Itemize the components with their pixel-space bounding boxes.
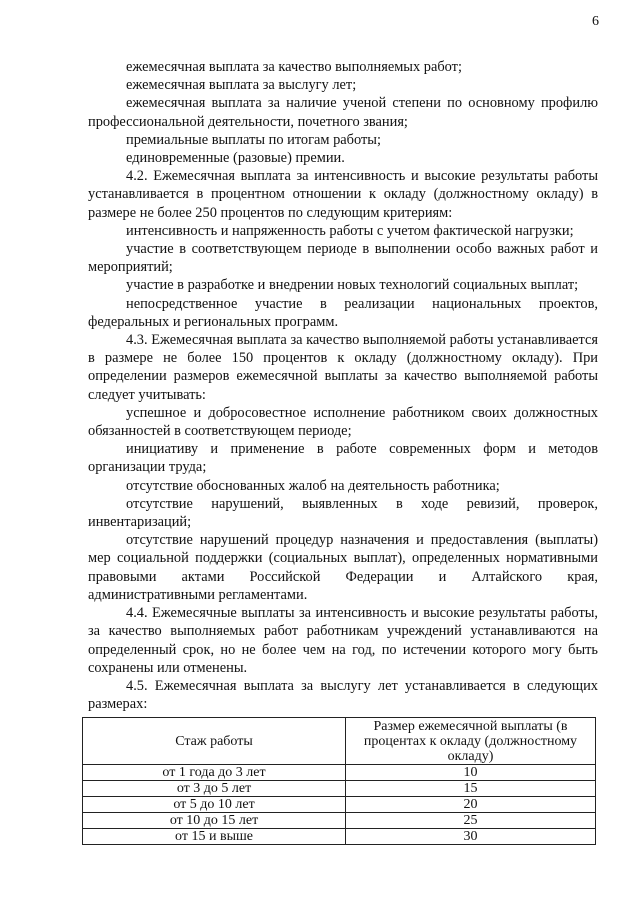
paragraph: непосредственное участие в реализации национальных проектов, федеральных и региональных программ.	[88, 295, 598, 330]
cell-percent: 30	[346, 829, 596, 845]
paragraph: премиальные выплаты по итогам работы;	[126, 131, 381, 148]
paragraph: ежемесячная выплата за наличие ученой степени по основному профилю профессиональной деятельности, почетного звания;	[88, 95, 598, 130]
paragraph: отсутствие нарушений, выявленных в ходе ревизий, проверок, инвентаризаций;	[88, 495, 598, 531]
cell-experience: от 10 до 15 лет	[83, 813, 346, 829]
paragraph: единовременные (разовые) премии.	[126, 150, 345, 167]
paragraph: инициативу и применение в работе современных форм и методов организации труда;	[88, 441, 598, 476]
cell-experience: от 5 до 10 лет	[83, 797, 346, 813]
paragraph: 4.5. Ежемесячная выплата за выслугу лет устанавливается в следующих размерах:	[88, 677, 598, 713]
cell-experience: от 3 до 5 лет	[83, 781, 346, 797]
paragraph: ежемесячная выплата за качество выполняемых работ;	[126, 59, 462, 75]
table-row	[83, 813, 596, 829]
paragraph: отсутствие нарушений процедур назначения и предоставления (выплаты) мер социальной поддержки (социальных выплат), определенных нормативными правовыми актами Российской Федерации и Алтайского края, административными регламентами.	[88, 532, 598, 603]
paragraph: отсутствие обоснованных жалоб на деятельность работника;	[126, 477, 500, 494]
table-row	[83, 829, 596, 845]
paragraph: ежемесячная выплата за выслугу лет;	[126, 77, 357, 94]
table-header-row	[83, 718, 596, 765]
header-payment-size: Размер ежемесячной выплаты (в процентах к окладу (должностному окладу)	[346, 718, 596, 765]
paragraph: 4.2. Ежемесячная выплата за интенсивность и высокие результаты работы устанавливается в процентном отношении к окладу (должностному окладу) в размере не более 250 процентов по следующим критериям:	[88, 168, 598, 221]
header-experience: Стаж работы	[83, 718, 346, 765]
table-row	[83, 781, 596, 797]
cell-experience: от 15 и выше	[83, 829, 346, 845]
paragraph: 4.4. Ежемесячные выплаты за интенсивность и высокие результаты работы, за качество выполняемых работ работникам учреждений устанавливаются на определенный срок, но не более чем на год, по истечении которого могу быть сохранены или отменены.	[88, 605, 598, 676]
table-row	[83, 797, 596, 813]
cell-percent: 25	[346, 813, 596, 829]
cell-percent: 15	[346, 781, 596, 797]
cell-percent: 10	[346, 765, 596, 781]
paragraph: 4.3. Ежемесячная выплата за качество выполняемой работы устанавливается в размере не более 150 процентов к окладу (должностному окладу). При определении размеров ежемесячной выплаты за качество выполняемой работы следует учитывать:	[88, 332, 598, 403]
paragraph: участие в соответствующем периоде в выполнении особо важных работ и мероприятий;	[88, 241, 598, 276]
cell-experience: от 1 года до 3 лет	[83, 765, 346, 781]
document-body	[88, 58, 598, 713]
paragraph: успешное и добросовестное исполнение работником своих должностных обязанностей в соответствующем периоде;	[88, 404, 598, 440]
paragraph: интенсивность и напряженность работы с учетом фактической нагрузки;	[126, 222, 574, 239]
seniority-table	[82, 717, 596, 845]
cell-percent: 20	[346, 797, 596, 813]
page-number: 6	[592, 14, 599, 29]
paragraph: участие в разработке и внедрении новых технологий социальных выплат;	[126, 277, 579, 294]
table-row	[83, 765, 596, 781]
